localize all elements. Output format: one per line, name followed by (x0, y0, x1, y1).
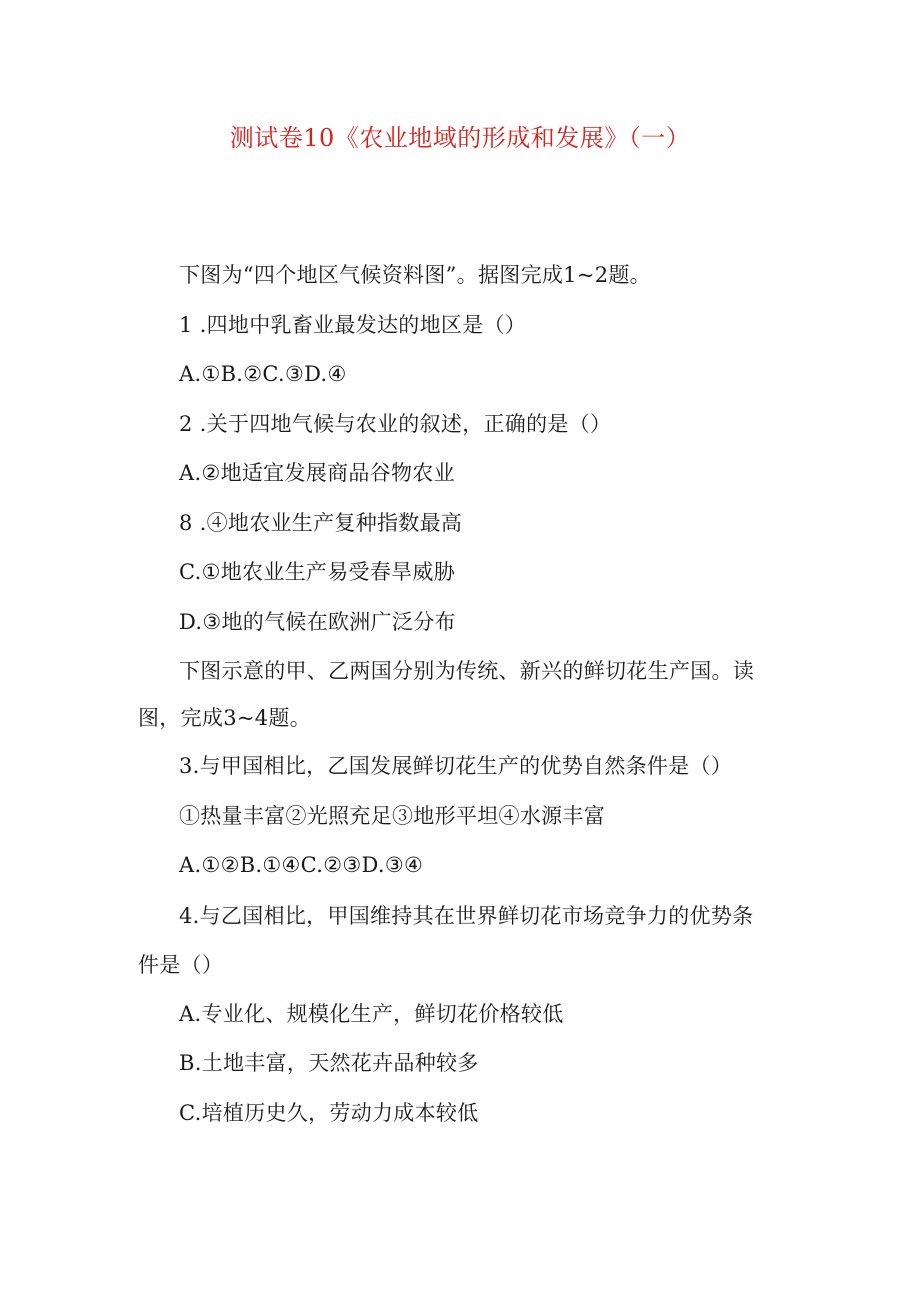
question-1: 1 .四地中乳畜业最发达的地区是（） (179, 313, 527, 337)
intro-text-q3-4-cont: 图，完成3~4题。 (138, 706, 312, 730)
question-4-cont: 件是（） (138, 953, 224, 977)
question-2-option-a: A.②地适宜发展商品谷物农业 (179, 461, 455, 485)
question-3-conditions: ①热量丰富②光照充足③地形平坦④水源丰富 (179, 804, 605, 828)
question-3: 3.与甲国相比，乙国发展鲜切花生产的优势自然条件是（） (179, 754, 733, 778)
question-2: 2 .关于四地气候与农业的叙述，正确的是（） (179, 412, 612, 436)
page-title: 测试卷10《农业地域的形成和发展》（一） (229, 124, 691, 152)
question-4-option-b: B.土地丰富，天然花卉品种较多 (179, 1051, 479, 1075)
question-2-option-b: 8 .④地农业生产复种指数最高 (179, 511, 463, 535)
intro-text-q3-4: 下图示意的甲、乙两国分别为传统、新兴的鲜切花生产国。读 (179, 659, 755, 683)
question-4-option-a: A.专业化、规模化生产，鲜切花价格较低 (179, 1002, 564, 1026)
question-2-option-d: D.③地的气候在欧洲广泛分布 (179, 610, 456, 634)
question-4-option-c: C.培植历史久，劳动力成本较低 (179, 1101, 479, 1125)
intro-text-q1-2: 下图为“四个地区气候资料图”。据图完成1~2题。 (179, 263, 651, 287)
question-4: 4.与乙国相比，甲国维持其在世界鲜切花市场竞争力的优势条 (179, 904, 754, 928)
question-3-options: A.①②B.①④C.②③D.③④ (179, 853, 424, 877)
question-2-option-c: C.①地农业生产易受春旱威胁 (179, 560, 456, 584)
question-1-options: A.①B.②C.③D.④ (179, 362, 347, 386)
